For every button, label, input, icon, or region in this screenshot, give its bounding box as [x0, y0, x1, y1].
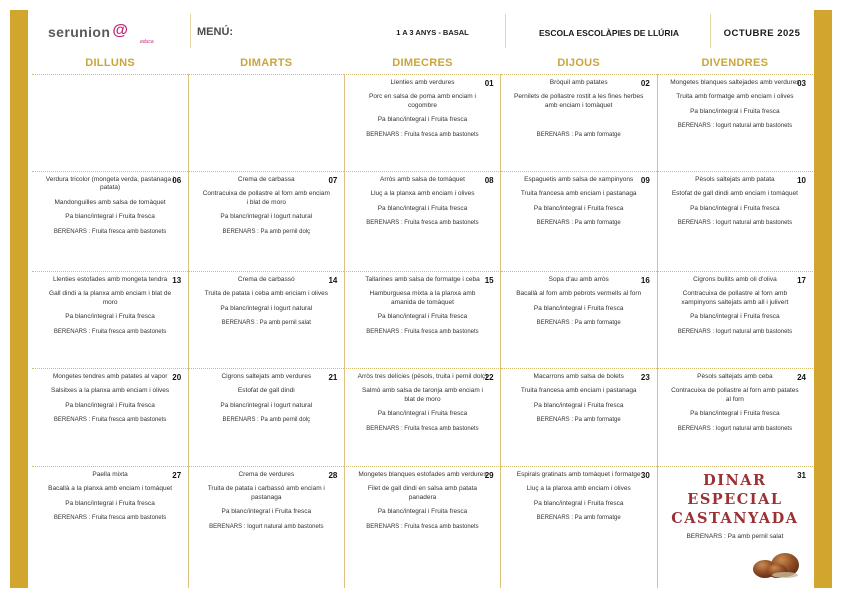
menu-cell	[657, 369, 813, 467]
menu-cell	[32, 75, 188, 172]
menu-cell	[344, 467, 500, 588]
berenars-line: BERENARS : Pa amb pernil salat	[221, 320, 311, 327]
day-number: 31	[797, 471, 806, 480]
menu-cell	[344, 75, 500, 172]
menu-item: Arròs tres delícies (pèsols, truita i pernil dolç)	[357, 373, 488, 380]
berenars-line: BERENARS : Iogurt natural amb bastonets	[677, 123, 793, 130]
weekday-header: DIVENDRES	[657, 55, 813, 75]
berenars-line: BERENARS : Fruita fresca amb bastonets	[366, 523, 479, 530]
special-event-title: ESPECIAL	[687, 491, 783, 509]
menu-item: Contracuixa de pollastre al forn amb xampinyons saltejats amb all i julivert	[681, 290, 789, 306]
menu-item: Verdura tricolor (mongeta verda, pastanaga i patata)	[45, 176, 175, 192]
header-divider	[505, 14, 506, 48]
menu-cell	[657, 172, 813, 272]
menu-item: Truita francesa amb enciam i pastanaga	[520, 190, 637, 198]
menu-cell	[657, 467, 813, 588]
menu-item: Bròquil amb patates	[549, 79, 608, 86]
menu-cell	[344, 369, 500, 467]
berenars-line: BERENARS : Fruita fresca amb bastonets	[53, 228, 167, 235]
menu-item: Lluç a la planxa amb enciam i olives	[526, 485, 631, 493]
berenars-line: BERENARS : Fruita fresca amb bastonets	[53, 328, 167, 335]
menu-cell	[188, 75, 344, 172]
menu-item: Pa blanc/integral i Fruita fresca	[690, 410, 780, 418]
menu-cell	[501, 172, 657, 272]
berenars-line: BERENARS : Pa amb formatge	[536, 220, 621, 227]
menu-item: Crema de carbassa	[237, 176, 295, 183]
serunion-logo	[48, 22, 154, 45]
day-number: 07	[328, 176, 338, 185]
menu-item: Pa blanc/integral i Fruita fresca	[377, 204, 468, 212]
menu-cell	[344, 172, 500, 272]
menu-item: Pa blanc/integral i Fruita fresca	[690, 107, 780, 115]
menu-item: Mongetes blanques saltejades amb verdures	[670, 79, 800, 86]
berenars-line: BERENARS : Pa amb formatge	[536, 417, 621, 424]
menu-item: Pa blanc/integral i Iogurt natural	[220, 401, 313, 409]
menu-item: Sopa d'au amb arròs	[548, 276, 609, 283]
menu-item: Mandonguilles amb salsa de tomàquet	[54, 198, 166, 206]
day-number: 02	[640, 79, 650, 88]
left-gold-bar	[10, 10, 28, 588]
menu-item: Macarrons amb salsa de bolets	[533, 373, 624, 380]
menu-item: Pa blanc/integral i Fruita fresca	[690, 313, 780, 321]
berenars-line: BERENARS : Pa amb formatge	[536, 132, 621, 139]
menu-item: Pa blanc/integral i Fruita fresca	[533, 401, 624, 409]
special-event-title: CASTANYADA	[671, 510, 799, 528]
menu-item: Llenties amb verdures	[390, 79, 455, 86]
menu-item: Crema de carbassó	[237, 276, 295, 283]
menu-item: Pa blanc/integral i Fruita fresca	[377, 116, 468, 124]
menu-item: Espaguetis amb salsa de xampinyons	[524, 176, 634, 183]
menu-item: Pa blanc/integral i Fruita fresca	[533, 499, 624, 507]
berenars-line: BERENARS : Iogurt natural amb bastonets	[677, 328, 793, 335]
menu-item: Estofat de gall dindi	[237, 387, 295, 395]
menu-label: MENÚ:	[197, 26, 234, 38]
menu-item: Pa blanc/integral i Fruita fresca	[65, 213, 155, 221]
chestnuts-image	[747, 545, 805, 584]
day-number: 20	[172, 373, 182, 382]
day-number: 23	[640, 373, 650, 382]
berenars-line: BERENARS : Fruita fresca amb bastonets	[366, 220, 479, 227]
menu-cell	[501, 272, 657, 369]
logo-educa-label: educa	[140, 39, 154, 45]
menu-item: Pèsols saltejats amb ceba	[697, 373, 773, 380]
menu-item: Lluç a la planxa amb enciam i olives	[370, 190, 475, 198]
weekday-header: DILLUNS	[32, 55, 188, 75]
month-year: OCTUBRE 2025	[723, 28, 801, 39]
menu-item: Pa blanc/integral i Fruita fresca	[65, 401, 155, 409]
menu-item: Truita francesa amb enciam i pastanaga	[520, 387, 637, 395]
berenars-line: BERENARS : Fruita fresca amb bastonets	[366, 425, 479, 432]
berenars-line: BERENARS : Fruita fresca amb bastonets	[366, 131, 479, 138]
menu-item: Espirals gratinats amb tomàquet i formatge	[516, 471, 641, 478]
day-number: 22	[484, 373, 494, 382]
day-number: 21	[328, 373, 338, 382]
menu-cell	[657, 272, 813, 369]
menu-item: Pa blanc/integral i Fruita fresca	[533, 204, 624, 212]
menu-cell	[344, 272, 500, 369]
menu-cell	[657, 75, 813, 172]
menu-item: Pa blanc/integral i Fruita fresca	[65, 499, 155, 507]
logo-at-icon: @	[112, 22, 128, 39]
menu-cell	[188, 369, 344, 467]
menu-cell	[188, 272, 344, 369]
weekday-header: DIMECRES	[344, 55, 500, 75]
day-number: 08	[484, 176, 494, 185]
day-number: 17	[797, 276, 806, 285]
menu-item: Arròs amb salsa de tomàquet	[380, 176, 465, 183]
day-number: 15	[484, 276, 494, 285]
day-number: 13	[172, 276, 182, 285]
day-number: 27	[172, 471, 182, 480]
menu-item: Llenties estofades amb mongeta tendra	[53, 276, 168, 283]
menu-item: Bacallà al forn amb pebrots vermells al forn	[516, 290, 642, 298]
right-gold-bar	[814, 10, 832, 588]
menu-item: Pernilets de pollastre rostit a les fines herbes amb enciam i tomàquet	[514, 93, 644, 109]
menu-cell	[501, 75, 657, 172]
menu-item: Gall dindi a la planxa amb enciam i blat de moro	[49, 290, 172, 306]
menu-grid	[32, 55, 813, 588]
menu-item: Tallarines amb salsa de formatge i ceba	[365, 276, 480, 283]
berenars-line: BERENARS : Pa amb pernil salat	[686, 533, 784, 541]
menu-item: Salsitxes a la planxa amb enciam i olives	[51, 387, 170, 395]
menu-item: Truita de patata i carbassó amb enciam i pastanaga	[207, 485, 325, 501]
menu-item: Pa blanc/integral i Fruita fresca	[377, 410, 468, 418]
day-number: 30	[640, 471, 650, 480]
menu-item: Pa blanc/integral i Fruita fresca	[533, 304, 624, 312]
menu-cell	[32, 369, 188, 467]
weekday-header: DIJOUS	[501, 55, 657, 75]
menu-item: Filet de gall dindi en salsa amb patata panadera	[367, 485, 478, 501]
menu-cell	[188, 467, 344, 588]
menu-item: Paella mixta	[92, 471, 128, 478]
menu-item: Bacallà a la planxa amb enciam i tomàquet	[48, 485, 173, 493]
menu-cell	[32, 467, 188, 588]
berenars-line: BERENARS : Fruita fresca amb bastonets	[366, 328, 479, 335]
menu-item: Crema de verdures	[238, 471, 295, 478]
menu-item: Mongetes tendres amb patates al vapor	[52, 373, 168, 380]
day-number: 10	[797, 176, 806, 185]
berenars-line: BERENARS : Pa amb formatge	[536, 515, 621, 522]
menu-item: Truita amb formatge amb enciam i olives	[676, 93, 794, 101]
menu-item: Cigrons saltejats amb verdures	[221, 373, 312, 380]
berenars-line: BERENARS : Pa amb formatge	[536, 320, 621, 327]
header-divider	[710, 14, 711, 48]
school-name: ESCOLA ESCOLÀPIES DE LLÚRIA	[539, 28, 679, 38]
berenars-line: BERENARS : Iogurt natural amb bastonets	[677, 220, 793, 227]
menu-item: Contracuixa de pollastre al forn amb patates al forn	[671, 387, 799, 403]
weekday-header: DIMARTS	[188, 55, 344, 75]
day-number: 01	[484, 79, 494, 88]
berenars-line: BERENARS : Pa amb pernil dolç	[222, 228, 311, 235]
menu-item: Pa blanc/integral i Fruita fresca	[377, 313, 468, 321]
berenars-line: BERENARS : Fruita fresca amb bastonets	[53, 417, 167, 424]
menu-item: Pa blanc/integral i Fruita fresca	[65, 313, 155, 321]
berenars-line: BERENARS : Iogurt natural amb bastonets	[677, 425, 793, 432]
menu-item: Pa blanc/integral i Iogurt natural	[220, 213, 313, 221]
menu-item: Pa blanc/integral i Fruita fresca	[690, 204, 780, 212]
age-group-label: 1 A 3 ANYS - BASAL	[396, 28, 469, 37]
menu-item: Mongetes blanques estofades amb verdures	[358, 471, 487, 478]
menu-item: Pa blanc/integral i Iogurt natural	[220, 304, 313, 312]
header-divider	[190, 14, 191, 48]
berenars-line: BERENARS : Pa amb pernil dolç	[222, 417, 311, 424]
menu-item: Estofat de gall dindi amb enciam i tomàquet	[671, 190, 798, 198]
berenars-line: BERENARS : Iogurt natural amb bastonets	[209, 523, 324, 530]
menu-cell	[501, 467, 657, 588]
menu-cell	[188, 172, 344, 272]
menu-item: Hamburguesa mixta a la planxa amb amanida de tomàquet	[369, 290, 476, 306]
day-number: 24	[797, 373, 806, 382]
day-number: 28	[328, 471, 338, 480]
menu-cell	[501, 369, 657, 467]
menu-cell	[32, 172, 188, 272]
menu-cell	[32, 272, 188, 369]
menu-item: Porc en salsa de poma amb enciam i cogombre	[369, 93, 476, 109]
berenars-line: BERENARS : Fruita fresca amb bastonets	[53, 515, 167, 522]
special-event-title: DINAR	[703, 472, 767, 489]
menu-item: Pa blanc/integral i Fruita fresca	[221, 508, 312, 516]
menu-item: Contracuixa de pollastre al forn amb enciam i blat de moro	[202, 190, 330, 206]
menu-item: Truita de patata i ceba amb enciam i olives	[204, 290, 328, 298]
menu-item: Cigrons bullits amb oli d'oliva	[693, 276, 777, 283]
day-number: 06	[172, 176, 182, 185]
day-number: 16	[640, 276, 650, 285]
day-number: 03	[797, 79, 806, 88]
day-number: 14	[328, 276, 338, 285]
day-number: 09	[640, 176, 650, 185]
menu-item: Pa blanc/integral i Fruita fresca	[377, 508, 468, 516]
day-number: 29	[484, 471, 494, 480]
menu-item: Salmó amb salsa de taronja amb enciam i blat de moro	[361, 387, 483, 403]
logo-wordmark: serunion	[48, 24, 111, 40]
menu-item: Pèsols saltejats amb patata	[695, 176, 775, 183]
